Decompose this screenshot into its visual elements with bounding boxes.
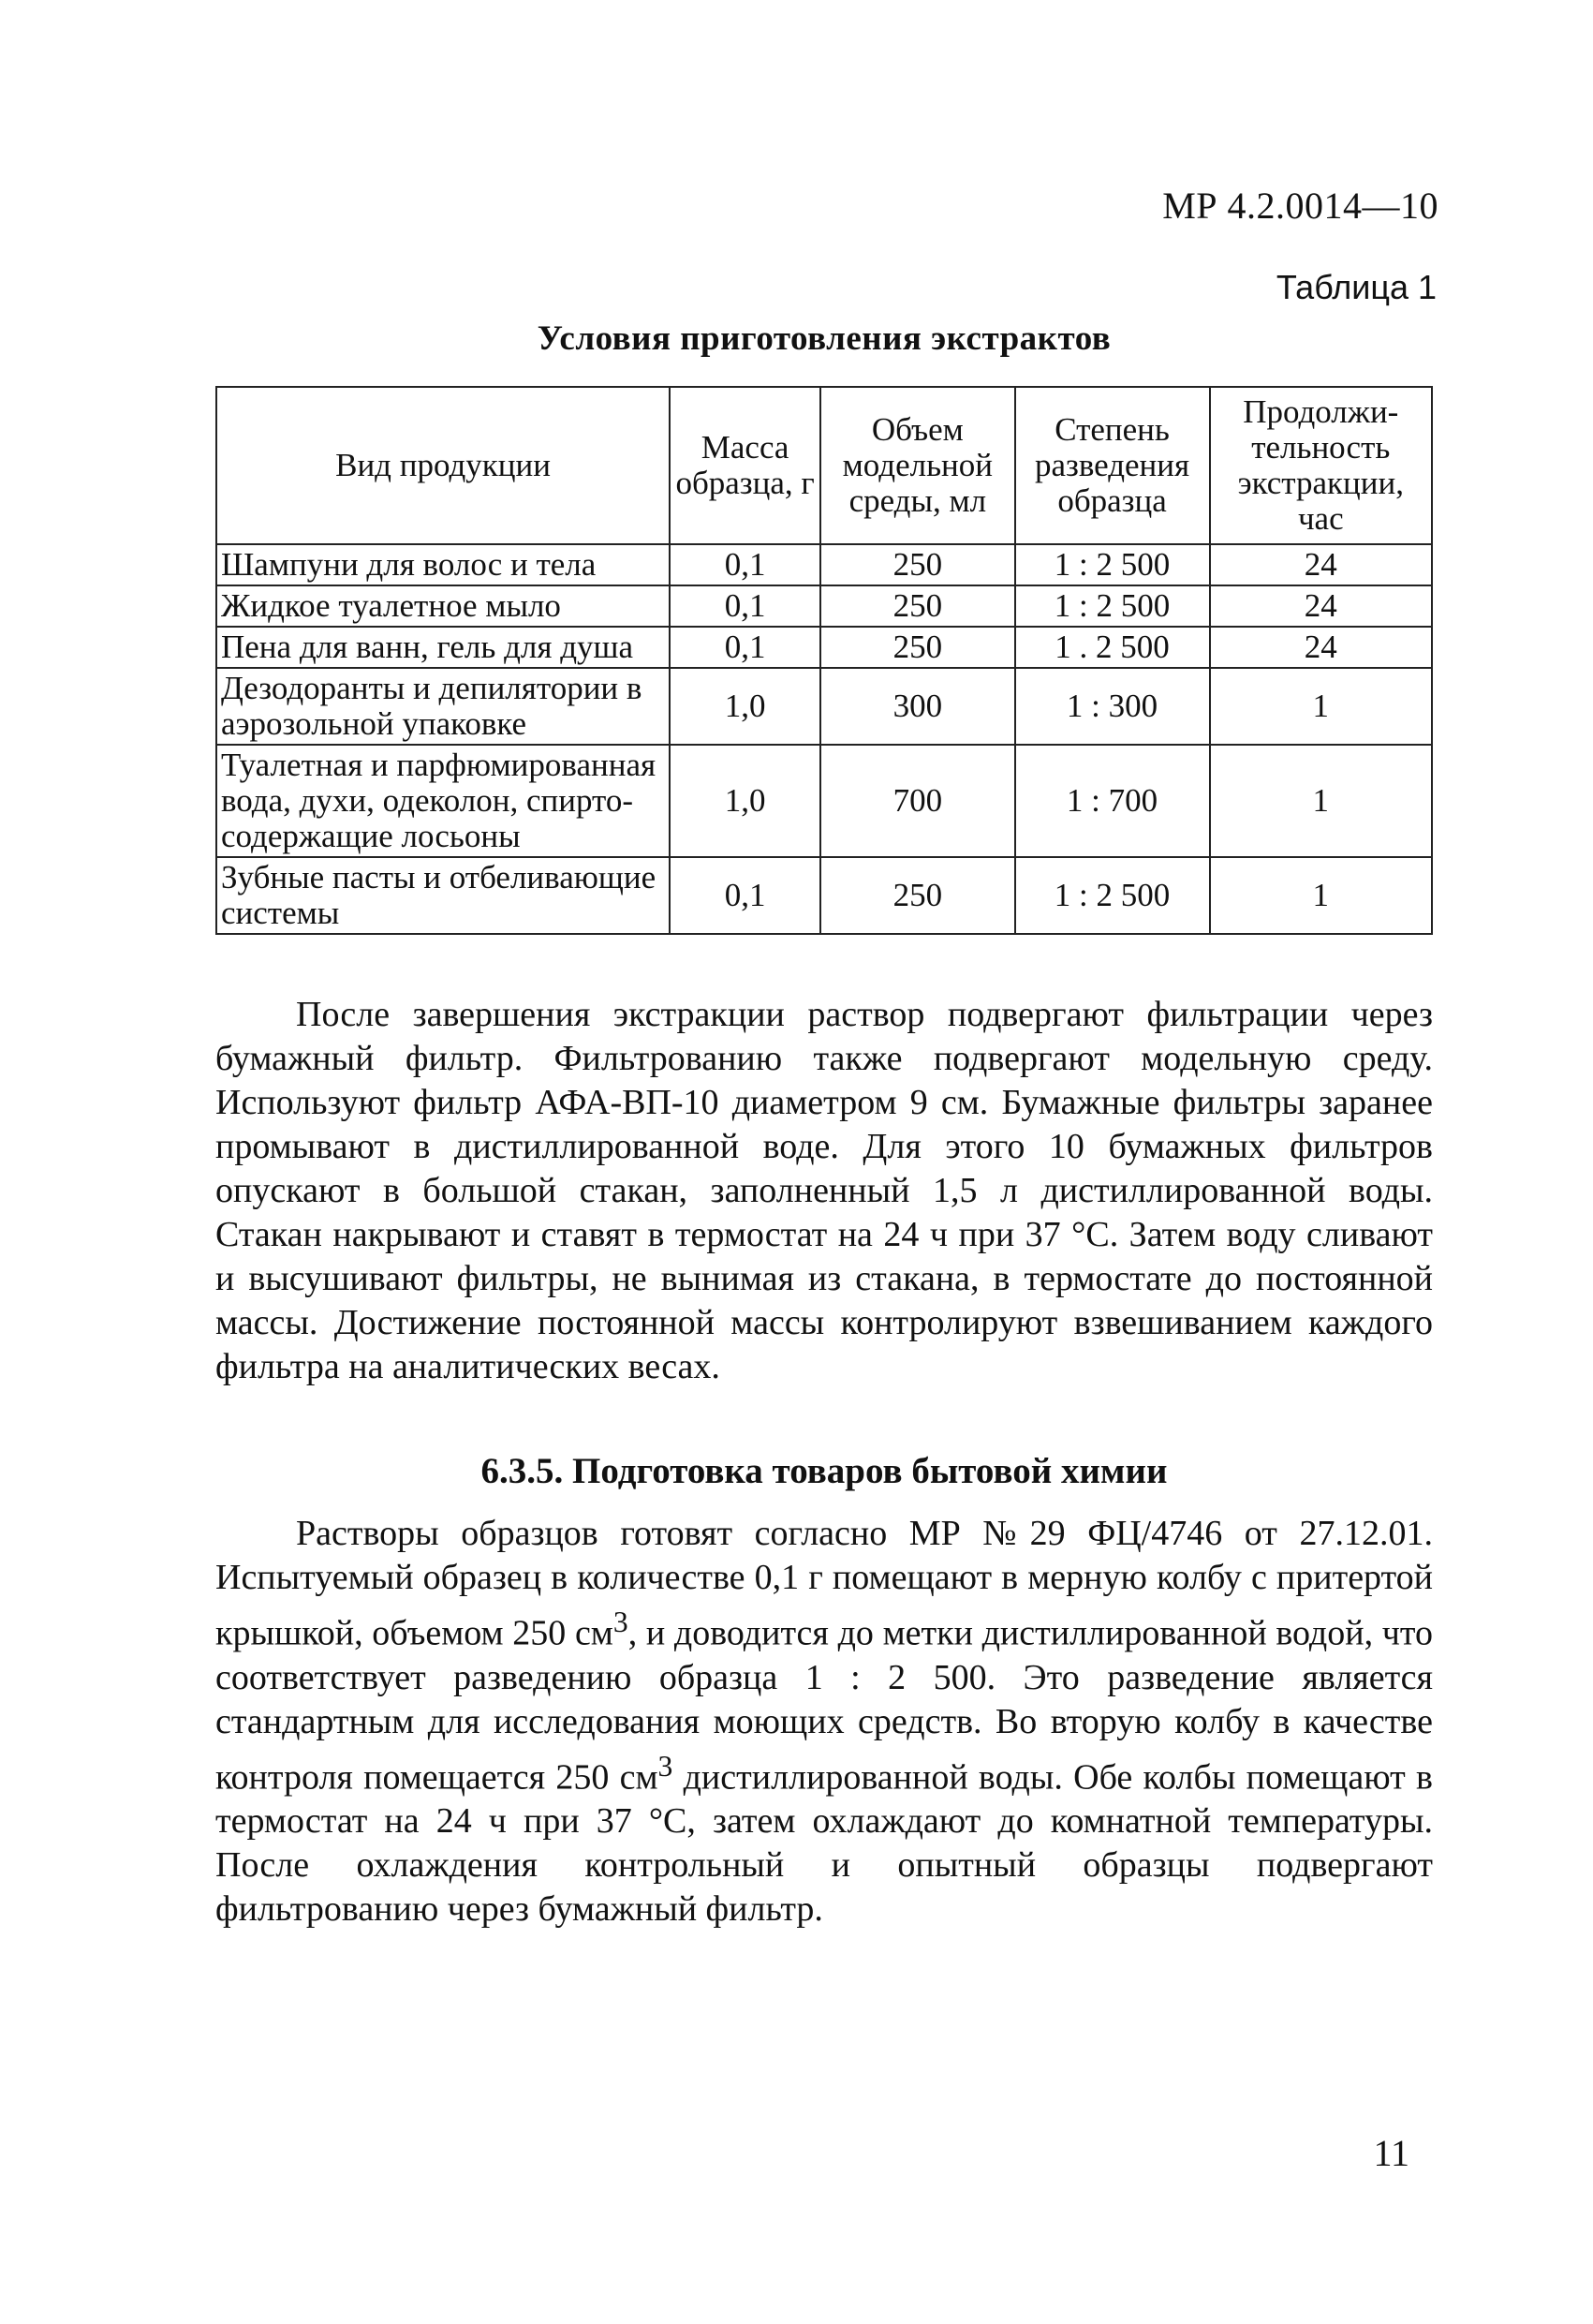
cell-duration: 24 (1210, 585, 1432, 627)
cell-product: Туалетная и парфюмированная вода, духи, одеколон, спирто-содержащие лосьоны (216, 745, 670, 857)
table-row (216, 544, 1432, 585)
table-header-row (216, 387, 1432, 544)
column-header-product: Вид продукции (216, 387, 670, 544)
paragraph-text-part-2: , и доводится до метки дистиллированной водой, что соответствует разведению образца 1 : 2 500. Это разведение является стандартным для исследования моющих средств. Во вторую колбу в качестве контроля помещается 250 см (215, 1613, 1433, 1798)
extraction-conditions-table (215, 386, 1433, 935)
superscript-cubic: 3 (612, 1606, 628, 1638)
cell-product: Пена для ванн, гель для душа (216, 627, 670, 668)
cell-product: Жидкое туалетное мыло (216, 585, 670, 627)
cell-volume: 250 (820, 627, 1014, 668)
cell-duration: 24 (1210, 627, 1432, 668)
cell-dilution: 1 : 2 500 (1015, 857, 1210, 934)
cell-duration: 1 (1210, 745, 1432, 857)
table-row (216, 627, 1432, 668)
document-code: МР 4.2.0014—10 (1162, 185, 1438, 227)
household-chemicals-paragraph (215, 1512, 1433, 1932)
filtration-paragraph-text: После завершения экстракции раствор подвергают фильтрации через бумажный фильтр. Фильтрованию также подвергают модельную среду. Используют фильтр АФА-ВП-10 диаметром 9 см. Бумажные фильтры заранее промывают в дистиллированной воде. Для этого 10 бумажных фильтров опускают в большой стакан, заполненный 1,5 л дистиллированной воды. Стакан накрывают и ставят в термостат на 24 ч при 37 °С. Затем воду сливают и высушивают фильтры, не вынимая из стакана, в термостате до постоянной массы. Достижение постоянной массы контролируют взвешиванием каждого фильтра на аналитических весах. (215, 995, 1433, 1386)
cell-mass: 1,0 (670, 745, 820, 857)
column-header-dilution: Степень разведения образца (1015, 387, 1210, 544)
cell-volume: 250 (820, 544, 1014, 585)
table-label: Таблица 1 (1276, 268, 1437, 306)
table-row (216, 585, 1432, 627)
cell-mass: 1,0 (670, 668, 820, 745)
cell-dilution: 1 : 300 (1015, 668, 1210, 745)
cell-dilution: 1 : 2 500 (1015, 544, 1210, 585)
paragraph-text-part-3: дистиллированной воды. Обе колбы помещают в термостат на 24 ч при 37 °С, затем охлаждают до комнатной температуры. После охлаждения контрольный и опытный образцы подвергают фильтрованию через бумажный фильтр. (215, 1757, 1433, 1930)
cell-dilution: 1 : 700 (1015, 745, 1210, 857)
superscript-cubic: 3 (657, 1749, 673, 1783)
cell-mass: 0,1 (670, 857, 820, 934)
cell-dilution: 1 . 2 500 (1015, 627, 1210, 668)
cell-mass: 0,1 (670, 544, 820, 585)
cell-product: Зубные пасты и отбеливающие системы (216, 857, 670, 934)
cell-dilution: 1 : 2 500 (1015, 585, 1210, 627)
page-number: 11 (1373, 2132, 1409, 2174)
cell-volume: 300 (820, 668, 1014, 745)
section-heading: 6.3.5. Подготовка товаров бытовой химии (480, 1451, 1168, 1491)
column-header-duration: Продолжи-тельность экстракции, час (1210, 387, 1432, 544)
table-row (216, 745, 1432, 857)
cell-mass: 0,1 (670, 627, 820, 668)
column-header-mass: Масса образца, г (670, 387, 820, 544)
table-title: Условия приготовления экстрактов (537, 319, 1112, 358)
table-row (216, 668, 1432, 745)
cell-product: Шампуни для волос и тела (216, 544, 670, 585)
cell-mass: 0,1 (670, 585, 820, 627)
cell-duration: 1 (1210, 668, 1432, 745)
cell-product: Дезодоранты и депилятории в аэрозольной упаковке (216, 668, 670, 745)
filtration-paragraph (215, 993, 1433, 1389)
cell-duration: 24 (1210, 544, 1432, 585)
cell-volume: 250 (820, 857, 1014, 934)
paragraph-text-part-1: Растворы образцов готовят согласно МР №29 ФЦ/4746 от 27.12.01. Испытуемый образец в количестве 0,1 г помещают в мерную колбу с притертой крышкой, объемом 250 см (215, 1514, 1433, 1653)
table-row (216, 857, 1432, 934)
column-header-volume: Объем модельной среды, мл (820, 387, 1014, 544)
cell-volume: 250 (820, 585, 1014, 627)
cell-volume: 700 (820, 745, 1014, 857)
cell-duration: 1 (1210, 857, 1432, 934)
